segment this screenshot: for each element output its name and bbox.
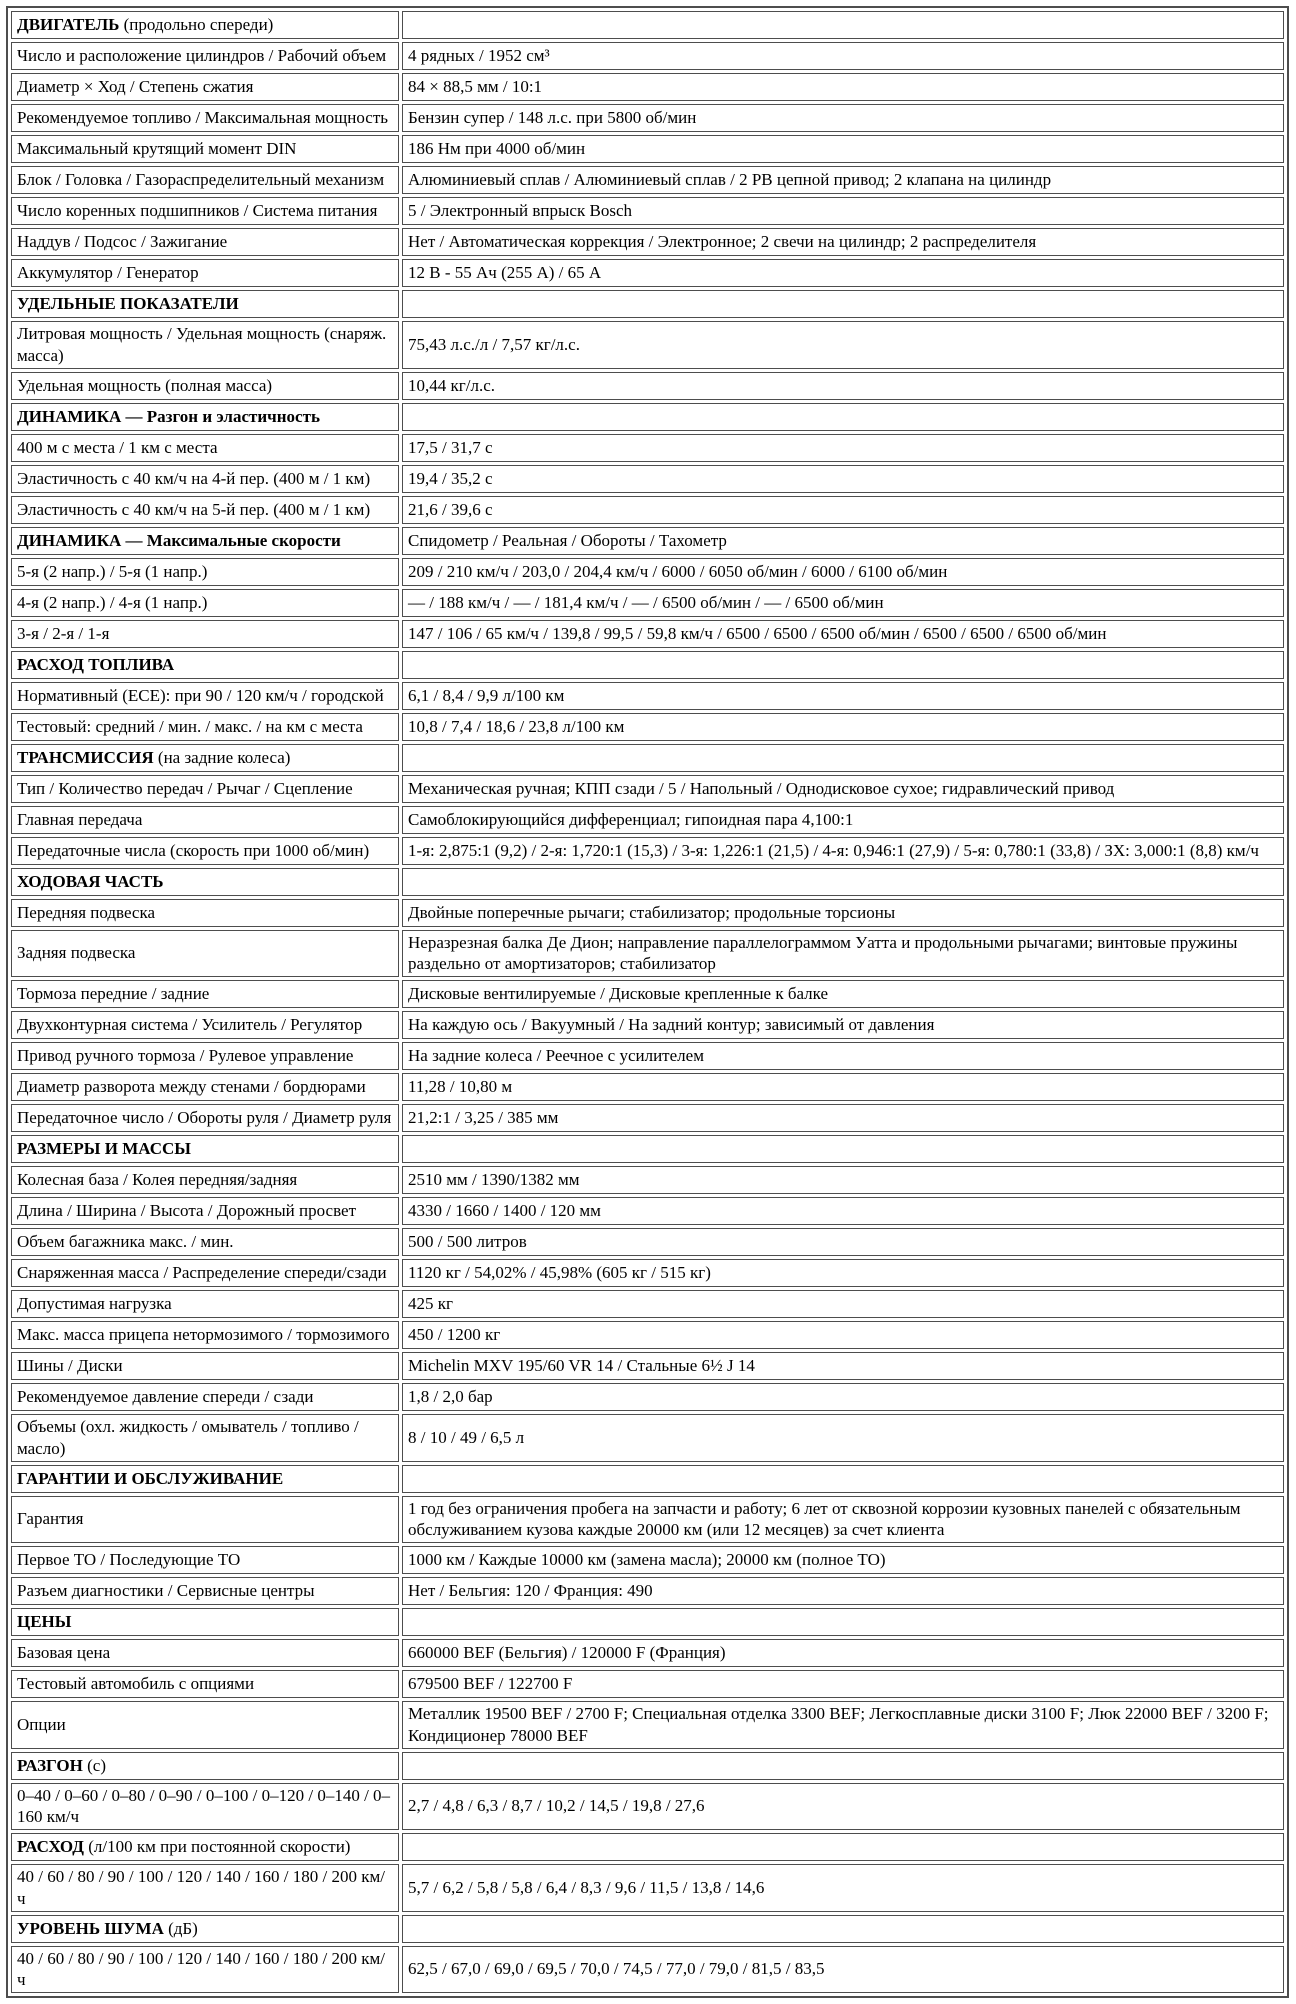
spec-value: 21,6 / 39,6 с bbox=[402, 496, 1284, 524]
spec-label-text: Тип / Количество передач / Рычаг / Сцепление bbox=[17, 778, 353, 798]
spec-label-text: Число и расположение цилиндров / Рабочий объем bbox=[17, 46, 387, 66]
spec-value: 6,1 / 8,4 / 9,9 л/100 км bbox=[402, 682, 1284, 710]
spec-value bbox=[402, 1833, 1284, 1861]
spec-label-text: Удельная мощность (полная масса) bbox=[17, 375, 273, 395]
section-row bbox=[11, 1833, 1284, 1861]
spec-label-text: Разъем диагностики / Сервисные центры bbox=[17, 1581, 315, 1601]
spec-label-text: Тестовый: средний / мин. / макс. / на км с места bbox=[17, 716, 363, 736]
spec-value: 660000 BEF (Бельгия) / 120000 F (Франция) bbox=[402, 1639, 1284, 1667]
spec-value: 450 / 1200 кг bbox=[402, 1321, 1284, 1349]
spec-row bbox=[11, 1546, 1284, 1574]
spec-row bbox=[11, 73, 1284, 101]
spec-label-text: 40 / 60 / 80 / 90 / 100 / 120 / 140 / 160 / 180 / 200 км/ч bbox=[17, 1948, 385, 1990]
spec-label-text: (продольно спереди) bbox=[119, 15, 274, 35]
spec-label bbox=[11, 11, 399, 39]
section-row bbox=[11, 1608, 1284, 1636]
spec-label-text: Опции bbox=[17, 1714, 66, 1734]
spec-label bbox=[11, 166, 399, 194]
spec-row bbox=[11, 1073, 1284, 1101]
spec-row bbox=[11, 1783, 1284, 1831]
spec-label-text: Тестовый автомобиль с опциями bbox=[17, 1674, 255, 1694]
spec-value: 209 / 210 км/ч / 203,0 / 204,4 км/ч / 6000 / 6050 об/мин / 6000 / 6100 об/мин bbox=[402, 558, 1284, 586]
spec-label bbox=[11, 1783, 399, 1831]
section-row bbox=[11, 1135, 1284, 1163]
spec-value: Спидометр / Реальная / Обороты / Тахометр bbox=[402, 527, 1284, 555]
spec-row bbox=[11, 1864, 1284, 1912]
spec-value bbox=[402, 744, 1284, 772]
spec-label-text: Нормативный (ЕСЕ): при 90 / 120 км/ч / городской bbox=[17, 685, 384, 705]
spec-label bbox=[11, 1383, 399, 1411]
section-row bbox=[11, 1465, 1284, 1493]
spec-value bbox=[402, 868, 1284, 896]
spec-label-text: 5-я (2 напр.) / 5-я (1 напр.) bbox=[17, 561, 208, 581]
spec-row bbox=[11, 1197, 1284, 1225]
spec-row bbox=[11, 1352, 1284, 1380]
spec-value bbox=[402, 403, 1284, 431]
spec-label bbox=[11, 1701, 399, 1749]
spec-row bbox=[11, 806, 1284, 834]
spec-label bbox=[11, 589, 399, 617]
spec-row bbox=[11, 42, 1284, 70]
spec-label-text: Главная передача bbox=[17, 809, 143, 829]
spec-label-bold: РАСХОД ТОПЛИВА bbox=[17, 654, 175, 674]
spec-value bbox=[402, 651, 1284, 679]
spec-label bbox=[11, 104, 399, 132]
spec-value bbox=[402, 1135, 1284, 1163]
spec-label bbox=[11, 1011, 399, 1039]
spec-label bbox=[11, 1546, 399, 1574]
spec-label-bold: РАЗМЕРЫ И МАССЫ bbox=[17, 1139, 191, 1159]
section-row bbox=[11, 1915, 1284, 1943]
spec-row bbox=[11, 682, 1284, 710]
spec-label bbox=[11, 930, 399, 978]
spec-label bbox=[11, 1414, 399, 1462]
spec-row bbox=[11, 135, 1284, 163]
spec-label bbox=[11, 290, 399, 318]
spec-value: Самоблокирующийся дифференциал; гипоидная пара 4,100:1 bbox=[402, 806, 1284, 834]
spec-row bbox=[11, 980, 1284, 1008]
spec-label bbox=[11, 1290, 399, 1318]
spec-label-bold: ХОДОВАЯ ЧАСТЬ bbox=[17, 871, 164, 891]
spec-value: 679500 BEF / 122700 F bbox=[402, 1670, 1284, 1698]
spec-row bbox=[11, 1290, 1284, 1318]
spec-label-text: Литровая мощность / Удельная мощность (снаряж. масса) bbox=[17, 324, 387, 365]
spec-row bbox=[11, 620, 1284, 648]
spec-row bbox=[11, 589, 1284, 617]
spec-label-text: 0–40 / 0–60 / 0–80 / 0–90 / 0–100 / 0–120 / 0–140 / 0–160 км/ч bbox=[17, 1785, 391, 1827]
spec-label-text: Базовая цена bbox=[17, 1643, 111, 1663]
spec-label bbox=[11, 259, 399, 287]
spec-value: 84 × 88,5 мм / 10:1 bbox=[402, 73, 1284, 101]
spec-value: 11,28 / 10,80 м bbox=[402, 1073, 1284, 1101]
spec-row bbox=[11, 1946, 1284, 1994]
spec-label bbox=[11, 1135, 399, 1163]
spec-label bbox=[11, 465, 399, 493]
spec-value: Механическая ручная; КПП сзади / 5 / Напольный / Однодисковое сухое; гидравлический привод bbox=[402, 775, 1284, 803]
spec-label-text: Рекомендуемое давление спереди / сзади bbox=[17, 1387, 314, 1407]
spec-label bbox=[11, 1073, 399, 1101]
spec-value: Двойные поперечные рычаги; стабилизатор; продольные торсионы bbox=[402, 899, 1284, 927]
spec-value: Металлик 19500 BEF / 2700 F; Специальная отделка 3300 BEF; Легкосплавные диски 3100 F; Люк 22000 BEF / 3200 F; Кондиционер 78000 BEF bbox=[402, 1701, 1284, 1749]
spec-row bbox=[11, 1228, 1284, 1256]
section-row bbox=[11, 527, 1284, 555]
spec-label-text: (на задние колеса) bbox=[153, 747, 291, 767]
spec-value: 1 год без ограничения пробега на запчасти и работу; 6 лет от сквозной коррозии кузовных панелей с обязательным обслуживанием кузова каждые 20000 км (или 12 месяцев) за счет клиента bbox=[402, 1496, 1284, 1544]
spec-label bbox=[11, 228, 399, 256]
spec-table bbox=[6, 6, 1289, 1998]
spec-label-bold: ТРАНСМИССИЯ bbox=[17, 747, 154, 767]
spec-row bbox=[11, 1259, 1284, 1287]
spec-row bbox=[11, 1383, 1284, 1411]
section-row bbox=[11, 744, 1284, 772]
spec-label bbox=[11, 1864, 399, 1912]
spec-label-text: (л/100 км при постоянной скорости) bbox=[83, 1837, 351, 1857]
spec-label bbox=[11, 1228, 399, 1256]
spec-row bbox=[11, 434, 1284, 462]
spec-value: 186 Нм при 4000 об/мин bbox=[402, 135, 1284, 163]
spec-label bbox=[11, 1166, 399, 1194]
spec-label-text: Задняя подвеска bbox=[17, 943, 136, 963]
spec-value: 10,8 / 7,4 / 18,6 / 23,8 л/100 км bbox=[402, 713, 1284, 741]
spec-label-text: Допустимая нагрузка bbox=[17, 1294, 172, 1314]
spec-label-text: Эластичность с 40 км/ч на 4-й пер. (400 м / 1 км) bbox=[17, 468, 371, 488]
spec-label bbox=[11, 1197, 399, 1225]
spec-value: Бензин супер / 148 л.с. при 5800 об/мин bbox=[402, 104, 1284, 132]
spec-label-text: Макс. масса прицепа нетормозимого / тормозимого bbox=[17, 1325, 390, 1345]
spec-label-text: Аккумулятор / Генератор bbox=[17, 263, 199, 283]
spec-row bbox=[11, 1670, 1284, 1698]
spec-value: Алюминиевый сплав / Алюминиевый сплав / 2 РВ цепной привод; 2 клапана на цилиндр bbox=[402, 166, 1284, 194]
spec-row bbox=[11, 1639, 1284, 1667]
spec-row bbox=[11, 197, 1284, 225]
spec-label-bold: РАЗГОН bbox=[17, 1755, 83, 1775]
spec-label bbox=[11, 868, 399, 896]
spec-label bbox=[11, 1752, 399, 1780]
spec-label-bold: ГАРАНТИИ И ОБСЛУЖИВАНИЕ bbox=[17, 1468, 284, 1488]
spec-label-text: Диаметр × Ход / Степень сжатия bbox=[17, 77, 254, 97]
spec-label-text: 4-я (2 напр.) / 4-я (1 напр.) bbox=[17, 592, 208, 612]
spec-label bbox=[11, 1833, 399, 1861]
spec-row bbox=[11, 713, 1284, 741]
spec-label-bold: ДВИГАТЕЛЬ bbox=[17, 15, 120, 35]
spec-row bbox=[11, 1496, 1284, 1544]
spec-row bbox=[11, 1042, 1284, 1070]
spec-value: 12 В - 55 Ач (255 А) / 65 А bbox=[402, 259, 1284, 287]
spec-value bbox=[402, 1752, 1284, 1780]
spec-label bbox=[11, 403, 399, 431]
spec-label-text: Двухконтурная система / Усилитель / Регулятор bbox=[17, 1015, 363, 1035]
spec-label bbox=[11, 1042, 399, 1070]
spec-label bbox=[11, 1670, 399, 1698]
spec-label bbox=[11, 1465, 399, 1493]
spec-label bbox=[11, 1496, 399, 1544]
spec-row bbox=[11, 259, 1284, 287]
spec-row bbox=[11, 228, 1284, 256]
spec-label-text: Максимальный крутящий момент DIN bbox=[17, 139, 297, 159]
spec-value: 75,43 л.с./л / 7,57 кг/л.с. bbox=[402, 321, 1284, 369]
spec-label bbox=[11, 1104, 399, 1132]
spec-label-text: Блок / Головка / Газораспределительный механизм bbox=[17, 170, 385, 190]
spec-label-text: Наддув / Подсос / Зажигание bbox=[17, 232, 228, 252]
spec-row bbox=[11, 775, 1284, 803]
spec-value: Дисковые вентилируемые / Дисковые крепленные к балке bbox=[402, 980, 1284, 1008]
spec-label-text: Шины / Диски bbox=[17, 1356, 123, 1376]
spec-value: 17,5 / 31,7 с bbox=[402, 434, 1284, 462]
section-row bbox=[11, 868, 1284, 896]
spec-row bbox=[11, 321, 1284, 369]
spec-value: 10,44 кг/л.с. bbox=[402, 372, 1284, 400]
spec-value: Michelin MXV 195/60 VR 14 / Стальные 6½ J 14 bbox=[402, 1352, 1284, 1380]
spec-value: — / 188 км/ч / — / 181,4 км/ч / — / 6500 об/мин / — / 6500 об/мин bbox=[402, 589, 1284, 617]
spec-label bbox=[11, 899, 399, 927]
spec-label bbox=[11, 1321, 399, 1349]
spec-label bbox=[11, 558, 399, 586]
spec-label bbox=[11, 496, 399, 524]
spec-value: 1120 кг / 54,02% / 45,98% (605 кг / 515 кг) bbox=[402, 1259, 1284, 1287]
spec-label-text: 3-я / 2-я / 1-я bbox=[17, 623, 110, 643]
spec-label-text: Снаряженная масса / Распределение спереди/сзади bbox=[17, 1263, 387, 1283]
section-row bbox=[11, 403, 1284, 431]
spec-label-bold: УДЕЛЬНЫЕ ПОКАЗАТЕЛИ bbox=[17, 294, 239, 314]
spec-label bbox=[11, 1608, 399, 1636]
spec-label bbox=[11, 1915, 399, 1943]
spec-label-text: (дБ) bbox=[163, 1918, 198, 1938]
spec-label bbox=[11, 42, 399, 70]
spec-row bbox=[11, 465, 1284, 493]
spec-label bbox=[11, 1946, 399, 1994]
spec-value: Нет / Бельгия: 120 / Франция: 490 bbox=[402, 1577, 1284, 1605]
spec-row bbox=[11, 496, 1284, 524]
spec-row bbox=[11, 1701, 1284, 1749]
spec-value: 5 / Электронный впрыск Bosch bbox=[402, 197, 1284, 225]
spec-value bbox=[402, 1465, 1284, 1493]
spec-label-text: Колесная база / Колея передняя/задняя bbox=[17, 1170, 298, 1190]
spec-label-text: Передняя подвеска bbox=[17, 902, 156, 922]
spec-row bbox=[11, 1166, 1284, 1194]
spec-label-text: Тормоза передние / задние bbox=[17, 984, 210, 1004]
spec-label bbox=[11, 73, 399, 101]
spec-value: 5,7 / 6,2 / 5,8 / 5,8 / 6,4 / 8,3 / 9,6 / 11,5 / 13,8 / 14,6 bbox=[402, 1864, 1284, 1912]
spec-value: 425 кг bbox=[402, 1290, 1284, 1318]
spec-value: 2510 мм / 1390/1382 мм bbox=[402, 1166, 1284, 1194]
spec-value: Неразрезная балка Де Дион; направление параллелограммом Уатта и продольными рычагами; винтовые пружины раздельно от амортизаторов; стабилизатор bbox=[402, 930, 1284, 978]
spec-label-bold: ДИНАМИКА — Разгон и эластичность bbox=[17, 406, 320, 426]
spec-label bbox=[11, 135, 399, 163]
spec-row bbox=[11, 1577, 1284, 1605]
spec-value: На каждую ось / Вакуумный / На задний контур; зависимый от давления bbox=[402, 1011, 1284, 1039]
spec-label-text: Эластичность с 40 км/ч на 5-й пер. (400 м / 1 км) bbox=[17, 499, 371, 519]
spec-label-text: Диаметр разворота между стенами / бордюрами bbox=[17, 1077, 366, 1097]
spec-label bbox=[11, 1577, 399, 1605]
spec-value: 4 рядных / 1952 см³ bbox=[402, 42, 1284, 70]
spec-value: 8 / 10 / 49 / 6,5 л bbox=[402, 1414, 1284, 1462]
spec-label bbox=[11, 682, 399, 710]
section-row bbox=[11, 651, 1284, 679]
spec-label-text: Передаточные числа (скорость при 1000 об/мин) bbox=[17, 840, 370, 860]
spec-value: Нет / Автоматическая коррекция / Электронное; 2 свечи на цилиндр; 2 распределителя bbox=[402, 228, 1284, 256]
spec-label bbox=[11, 744, 399, 772]
spec-value: 1,8 / 2,0 бар bbox=[402, 1383, 1284, 1411]
spec-label bbox=[11, 651, 399, 679]
section-row bbox=[11, 290, 1284, 318]
spec-label bbox=[11, 372, 399, 400]
spec-row bbox=[11, 1104, 1284, 1132]
spec-label bbox=[11, 434, 399, 462]
spec-row bbox=[11, 372, 1284, 400]
spec-label bbox=[11, 806, 399, 834]
spec-label-text: Объем багажника макс. / мин. bbox=[17, 1232, 234, 1252]
spec-label-bold: ДИНАМИКА — Максимальные скорости bbox=[17, 530, 341, 550]
spec-label bbox=[11, 1259, 399, 1287]
spec-value: 19,4 / 35,2 с bbox=[402, 465, 1284, 493]
spec-label bbox=[11, 1639, 399, 1667]
spec-label-text: Гарантия bbox=[17, 1509, 84, 1529]
spec-row bbox=[11, 837, 1284, 865]
spec-value: 1000 км / Каждые 10000 км (замена масла); 20000 км (полное ТО) bbox=[402, 1546, 1284, 1574]
spec-label bbox=[11, 197, 399, 225]
spec-label-text: Число коренных подшипников / Система питания bbox=[17, 201, 378, 221]
spec-row bbox=[11, 104, 1284, 132]
spec-row bbox=[11, 166, 1284, 194]
spec-label-text: 40 / 60 / 80 / 90 / 100 / 120 / 140 / 160 / 180 / 200 км/ч bbox=[17, 1867, 385, 1908]
spec-value bbox=[402, 11, 1284, 39]
spec-label bbox=[11, 527, 399, 555]
spec-value: 1-я: 2,875:1 (9,2) / 2-я: 1,720:1 (15,3) / 3-я: 1,226:1 (21,5) / 4-я: 0,946:1 (27,9) / 5-я: 0,780:1 (33,8) / ЗХ: 3,000:1 (8,8) км/ч bbox=[402, 837, 1284, 865]
spec-value: На задние колеса / Реечное с усилителем bbox=[402, 1042, 1284, 1070]
spec-value: 62,5 / 67,0 / 69,0 / 69,5 / 70,0 / 74,5 / 77,0 / 79,0 / 81,5 / 83,5 bbox=[402, 1946, 1284, 1994]
spec-row bbox=[11, 930, 1284, 978]
spec-row bbox=[11, 1011, 1284, 1039]
spec-label bbox=[11, 775, 399, 803]
spec-label bbox=[11, 713, 399, 741]
spec-value: 2,7 / 4,8 / 6,3 / 8,7 / 10,2 / 14,5 / 19,8 / 27,6 bbox=[402, 1783, 1284, 1831]
spec-value: 4330 / 1660 / 1400 / 120 мм bbox=[402, 1197, 1284, 1225]
spec-row bbox=[11, 558, 1284, 586]
spec-label bbox=[11, 980, 399, 1008]
spec-label-text: Рекомендуемое топливо / Максимальная мощность bbox=[17, 108, 389, 128]
spec-label-bold: РАСХОД bbox=[17, 1837, 84, 1857]
spec-label-text: 400 м с места / 1 км с места bbox=[17, 437, 218, 457]
spec-value bbox=[402, 1608, 1284, 1636]
spec-label bbox=[11, 1352, 399, 1380]
spec-table-body bbox=[11, 11, 1284, 1993]
spec-value: 21,2:1 / 3,25 / 385 мм bbox=[402, 1104, 1284, 1132]
spec-label-text: Первое ТО / Последующие ТО bbox=[17, 1550, 241, 1570]
spec-label bbox=[11, 321, 399, 369]
spec-value bbox=[402, 1915, 1284, 1943]
spec-label bbox=[11, 620, 399, 648]
spec-label bbox=[11, 837, 399, 865]
spec-label-text: Длина / Ширина / Высота / Дорожный просвет bbox=[17, 1201, 356, 1221]
section-row bbox=[11, 1752, 1284, 1780]
spec-label-bold: ЦЕНЫ bbox=[17, 1612, 72, 1632]
spec-label-bold: УРОВЕНЬ ШУМА bbox=[17, 1918, 164, 1938]
spec-label-text: Привод ручного тормоза / Рулевое управление bbox=[17, 1046, 354, 1066]
spec-value bbox=[402, 290, 1284, 318]
spec-label-text: Передаточное число / Обороты руля / Диаметр руля bbox=[17, 1108, 392, 1128]
spec-value: 147 / 106 / 65 км/ч / 139,8 / 99,5 / 59,8 км/ч / 6500 / 6500 / 6500 об/мин / 6500 / 6500 / 6500 об/мин bbox=[402, 620, 1284, 648]
spec-label-text: Объемы (охл. жидкость / омыватель / топливо / масло) bbox=[17, 1417, 359, 1458]
spec-row bbox=[11, 1414, 1284, 1462]
spec-row bbox=[11, 899, 1284, 927]
spec-row bbox=[11, 1321, 1284, 1349]
section-row bbox=[11, 11, 1284, 39]
spec-value: 500 / 500 литров bbox=[402, 1228, 1284, 1256]
spec-label-text: (с) bbox=[82, 1755, 106, 1775]
